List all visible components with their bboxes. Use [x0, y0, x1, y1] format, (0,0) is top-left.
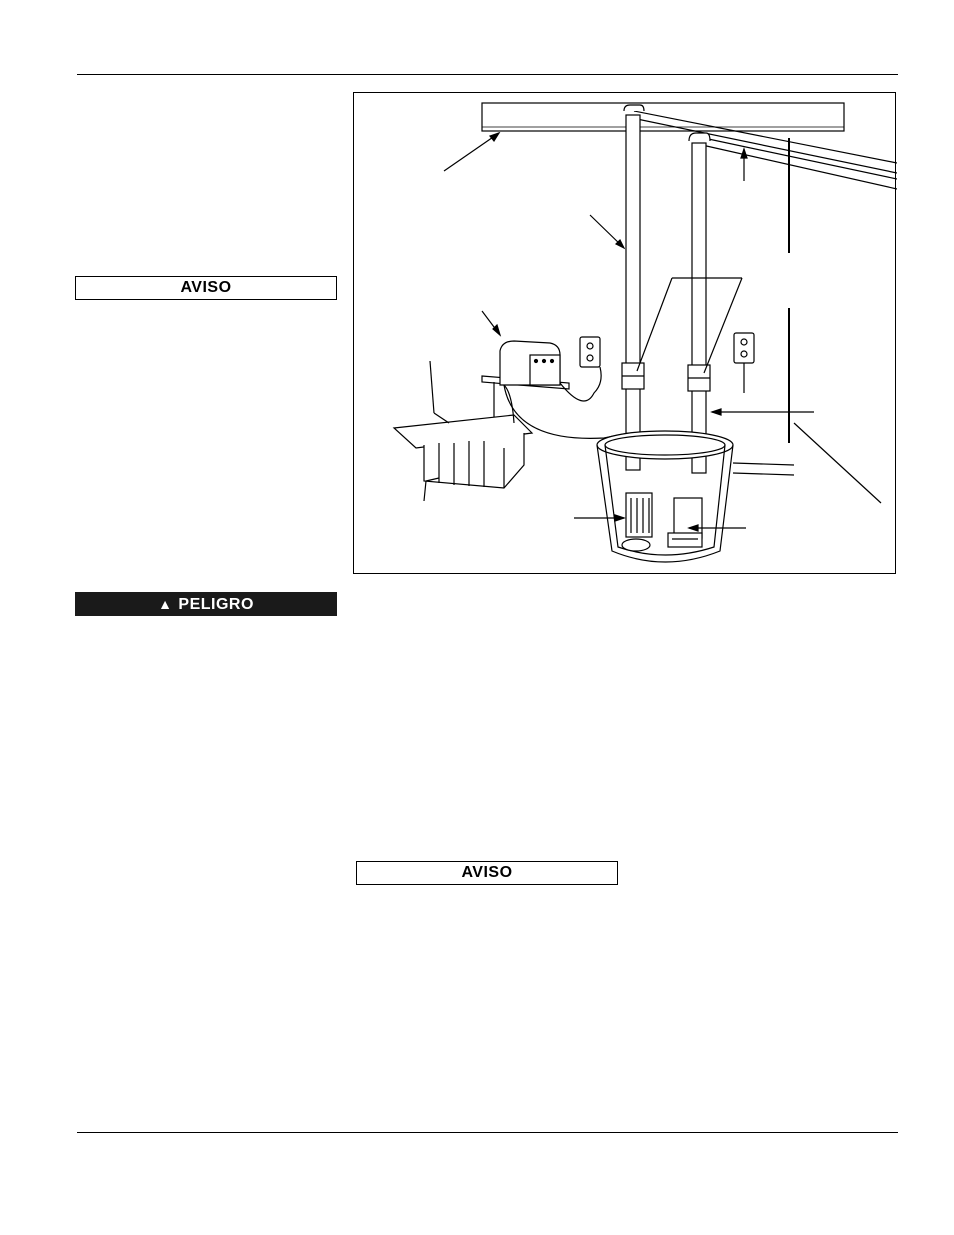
- header-rule: [77, 74, 898, 75]
- battery: [394, 415, 532, 488]
- backup-discharge-pipe: [688, 133, 710, 473]
- aviso-notice-top: [75, 276, 337, 300]
- sump-pump-illustration: [354, 93, 897, 575]
- aviso-notice-bottom: [356, 861, 618, 885]
- wall-outlet-right: [734, 333, 754, 363]
- peligro-notice: [75, 592, 337, 616]
- installation-diagram: [353, 92, 896, 574]
- aviso-label: AVISO: [461, 864, 513, 881]
- wall-outlet-left: [580, 337, 600, 367]
- aviso-label: AVISO: [180, 279, 232, 296]
- peligro-label: PELIGRO: [178, 596, 254, 613]
- sump-basin: [597, 431, 733, 562]
- footer-rule: [77, 1132, 898, 1133]
- primary-pump: [622, 493, 652, 551]
- backup-pump: [668, 498, 702, 547]
- controller-unit: [500, 341, 560, 385]
- primary-discharge-pipe: [622, 105, 644, 470]
- warning-triangle-icon: ▲: [158, 596, 173, 612]
